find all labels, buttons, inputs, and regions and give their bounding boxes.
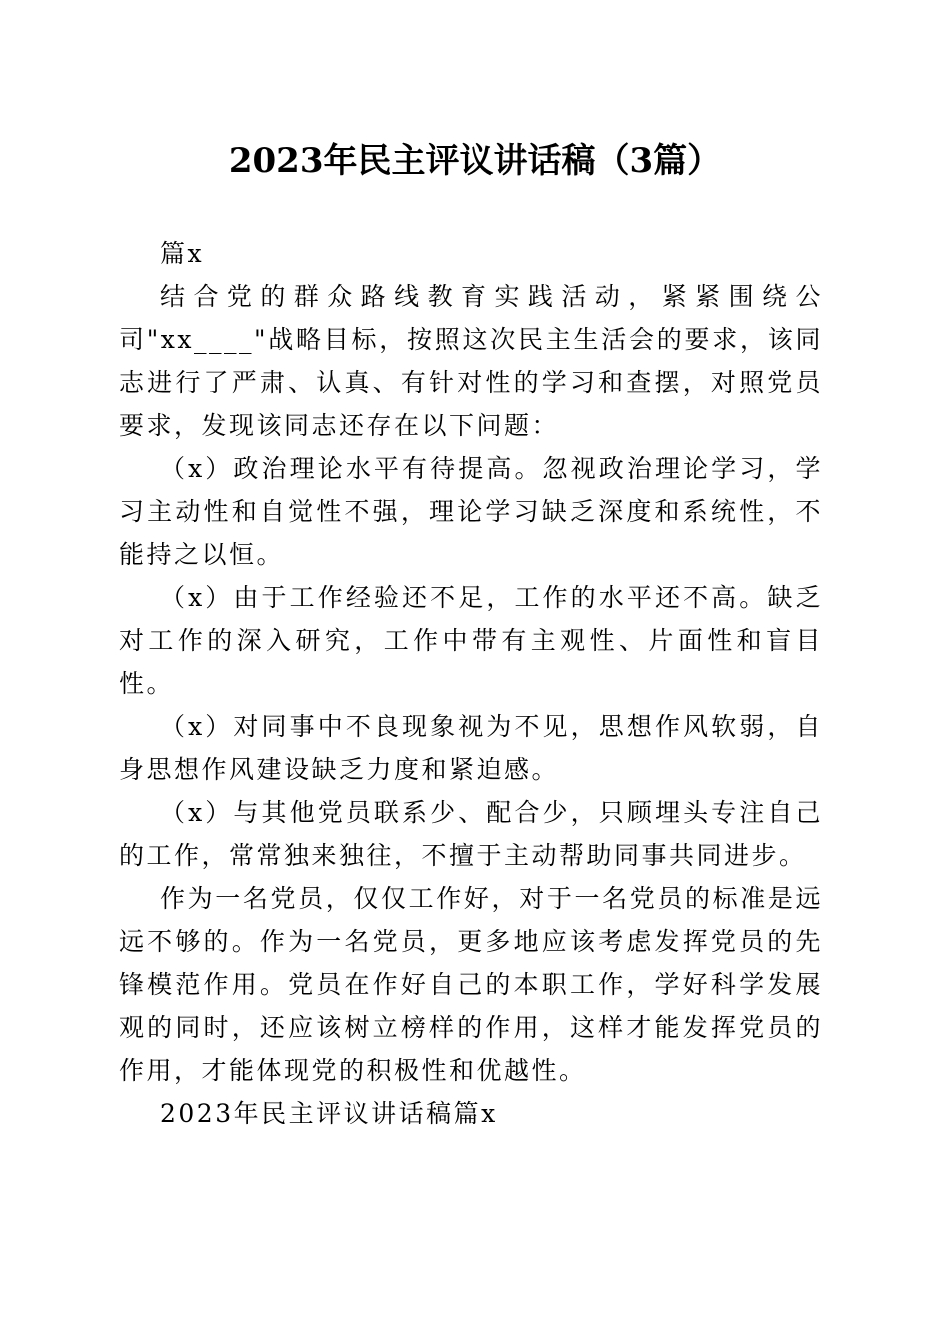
- body-paragraph: （x）对同事中不良现象视为不见，思想作风软弱，自身思想作风建设缺乏力度和紧迫感。: [119, 712, 823, 784]
- section-heading: 篇x: [160, 239, 205, 268]
- section-heading: 2023年民主评议讲话稿篇x: [160, 1099, 498, 1128]
- body-paragraph: （x）由于工作经验还不足，工作的水平还不高。缺乏对工作的深入研究，工作中带有主观性、片面性和盲目性。: [119, 583, 823, 698]
- body-paragraph: （x）政治理论水平有待提高。忽视政治理论学习，学习主动性和自觉性不强，理论学习缺乏深度和系统性，不能持之以恒。: [119, 454, 823, 569]
- body-paragraph: 结合党的群众路线教育实践活动，紧紧围绕公司"xx____"战略目标，按照这次民主生活会的要求，该同志进行了严肃、认真、有针对性的学习和查摆，对照党员要求，发现该同志还存在以下问题：: [119, 282, 823, 440]
- body-paragraph: 作为一名党员，仅仅工作好，对于一名党员的标准是远远不够的。作为一名党员，更多地应该考虑发挥党员的先锋模范作用。党员在作好自己的本职工作，学好科学发展观的同时，还应该树立榜样的作用，这样才能发挥党员的作用，才能体现党的积极性和优越性。: [119, 884, 823, 1085]
- document-body: [119, 232, 823, 1135]
- document-title: 2023年民主评议讲话稿（3篇）: [228, 141, 722, 181]
- body-paragraph: （x）与其他党员联系少、配合少，只顾埋头专注自己的工作，常常独来独往，不擅于主动帮助同事共同进步。: [119, 798, 823, 870]
